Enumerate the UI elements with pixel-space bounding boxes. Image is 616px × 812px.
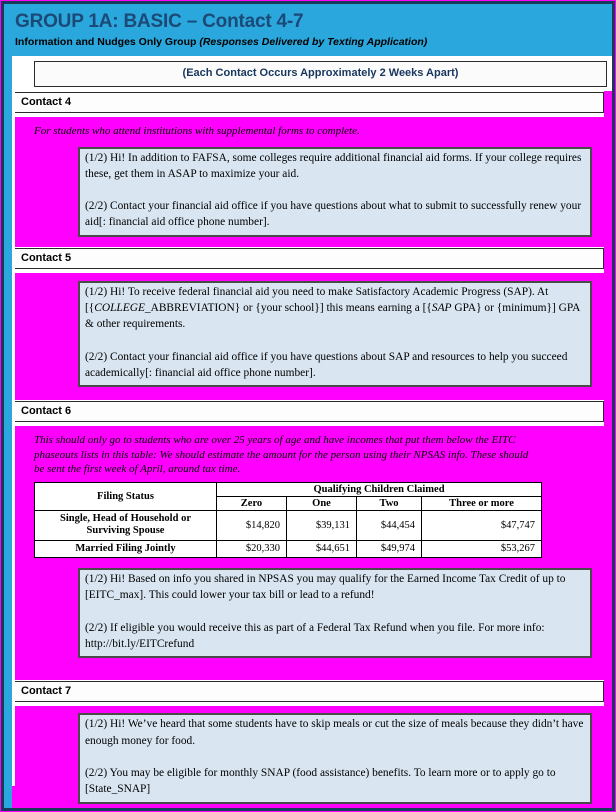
- qualifying-children-header: Qualifying Children Claimed: [217, 482, 542, 496]
- contact4-section: [12, 117, 612, 247]
- table-cell: $44,454: [357, 510, 422, 540]
- contact4-header-row: [12, 91, 604, 117]
- contact4-message-2: (2/2) Contact your financial aid office if you have questions about what to submit to successfully renew your aid[: financial aid office phone number].: [85, 200, 582, 229]
- table-cell: $53,267: [422, 540, 542, 558]
- eitc-phaseout-table: [34, 482, 542, 559]
- contact6-message-2: (2/2) If eligible you would receive this as part of a Federal Tax Refund when you file. For more info: http://bit.ly/EITCrefund: [85, 621, 545, 651]
- contact7-message-2: (2/2) You may be eligible for monthly SNAP (food assistance) benefits. To learn more or to apply go to [State_SNAP]: [85, 766, 556, 796]
- col-header-one: One: [287, 496, 357, 510]
- row-label-single: Single, Head of Household or Surviving Spouse: [35, 510, 217, 540]
- contact6-message-box: [78, 568, 592, 658]
- document-header: [4, 4, 612, 56]
- left-margin-strip: [4, 56, 12, 808]
- message-segment: (1/2) Hi! To receive federal financial aid you need to make Satisfactory Academic Progress (SAP). At [{: [85, 285, 549, 314]
- schedule-banner: (Each Contact Occurs Approximately 2 Weeks Apart): [34, 61, 607, 87]
- table-row: [35, 510, 542, 540]
- message-segment: GPA} or {minimum}] GPA & other requirements.: [85, 301, 580, 331]
- contact5-header: Contact 5: [12, 248, 604, 269]
- column-divider-sliver: [12, 56, 15, 786]
- contact4-message-1: (1/2) Hi! In addition to FAFSA, some colleges require additional financial aid forms. If your college requires these, get them in ASAP to maximize your aid.: [85, 151, 582, 180]
- document-page: [1, 1, 615, 811]
- message-segment: _ABBREVIATION} or {your school}] this means earning a [{: [144, 301, 432, 314]
- table-cell: $44,651: [287, 540, 357, 558]
- contact4-header: Contact 4: [12, 92, 604, 113]
- contact6-header-row: [12, 400, 604, 426]
- contact7-header-row: [12, 680, 604, 706]
- filing-status-header: Filing Status: [35, 482, 217, 510]
- page-subtitle: [15, 36, 606, 48]
- contact5-header-row: [12, 247, 604, 273]
- contact7-header: Contact 7: [12, 681, 604, 702]
- contact6-note: This should only go to students who are over 25 years of age and have incomes that put them below the EITC phaseouts lists in this table: We should estimate the amount for the person using their NPSAS info. These should be sent the first week of April, around tax time.: [34, 434, 529, 476]
- col-header-three-or-more: Three or more: [422, 496, 542, 510]
- contact7-message-1: (1/2) Hi! We’ve heard that some students have to skip meals or cut the size of meals because they didn’t have enough money for food.: [85, 718, 584, 747]
- col-header-zero: Zero: [217, 496, 287, 510]
- contact5-message-box: [78, 281, 592, 387]
- contact4-note: For students who attend institutions with supplemental forms to complete.: [34, 125, 360, 137]
- sap-variable: SAP: [431, 301, 452, 314]
- contact5-message-1: [85, 284, 585, 333]
- table-cell: $20,330: [217, 540, 287, 558]
- banner-row: [12, 56, 612, 91]
- college-abbreviation-variable: COLLEGE: [94, 301, 145, 314]
- contact6-header: Contact 6: [12, 401, 604, 422]
- row-label-married: Married Filing Jointly: [35, 540, 217, 558]
- page-title: GROUP 1A: BASIC – Contact 4-7: [15, 11, 304, 32]
- contact6-section: [12, 426, 612, 680]
- col-header-two: Two: [357, 496, 422, 510]
- contact4-message-box: [78, 147, 592, 237]
- main-content: [12, 56, 612, 808]
- subtitle-text: Information and Nudges Only Group: [15, 36, 200, 48]
- contact5-section: [12, 273, 612, 400]
- contact7-message-box: [78, 713, 592, 803]
- contact7-section: [12, 706, 612, 808]
- contact6-message-1: (1/2) Hi! Based on info you shared in NPSAS you may qualify for the Earned Income Tax Credit of up to [EITC_max]. This could lower your tax bill or lead to a refund!: [85, 573, 566, 602]
- table-cell: $49,974: [357, 540, 422, 558]
- document-body: [4, 56, 612, 808]
- table-cell: $47,747: [422, 510, 542, 540]
- contact5-message-2: (2/2) Contact your financial aid office if you have questions about SAP and resources to help you succeed academically[: financial aid office phone number].: [85, 350, 568, 379]
- table-cell: $39,131: [287, 510, 357, 540]
- table-header-row: [35, 482, 542, 496]
- subtitle-italic-text: (Responses Delivered by Texting Application): [199, 36, 428, 48]
- table-row: [35, 540, 542, 558]
- table-cell: $14,820: [217, 510, 287, 540]
